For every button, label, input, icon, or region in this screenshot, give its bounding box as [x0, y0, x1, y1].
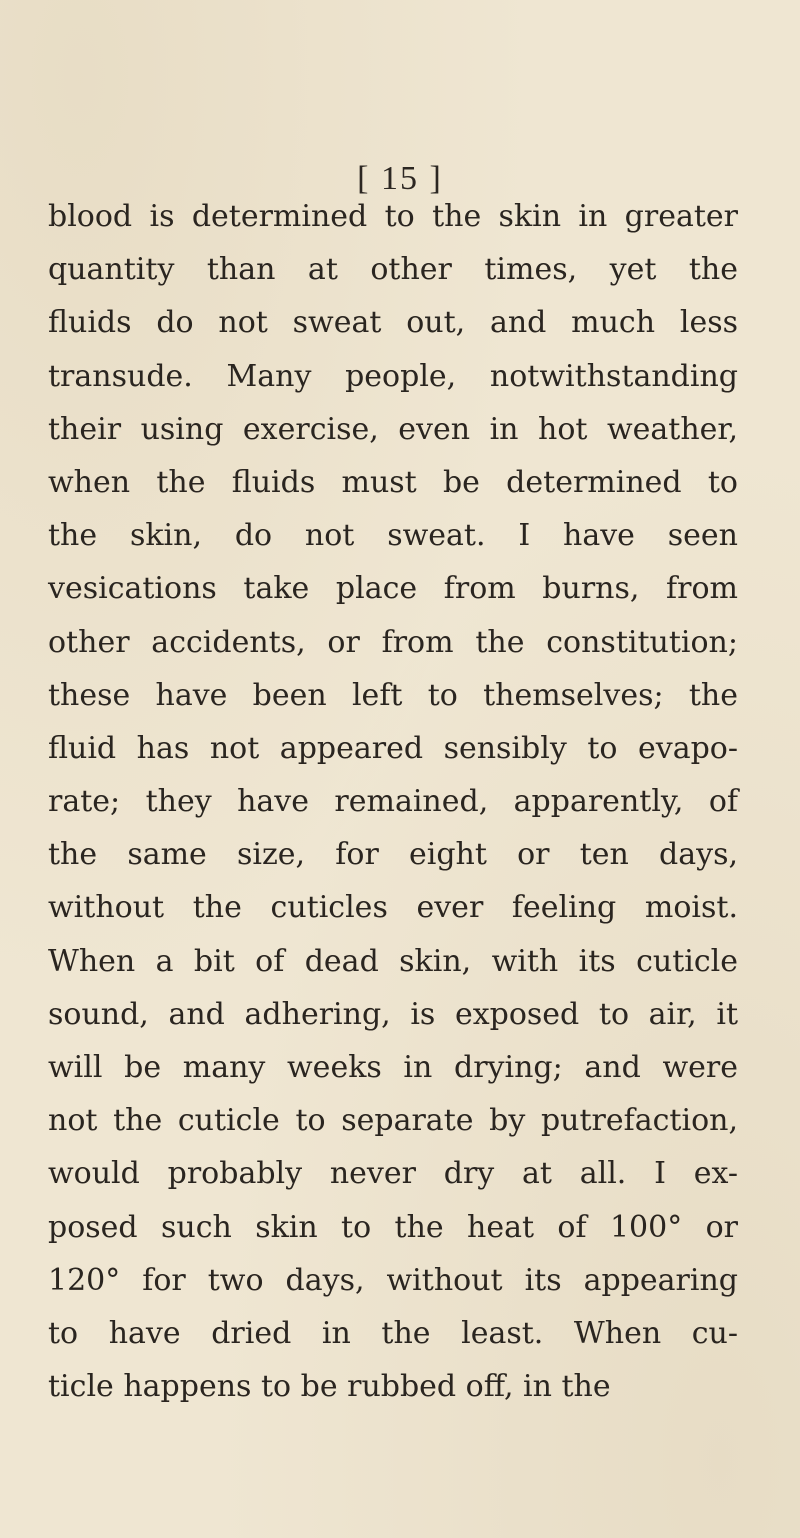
page-number: [ 15 ]: [357, 160, 443, 197]
text-line: the skin, do not sweat. I have seen: [48, 518, 738, 554]
text-line: When a bit of dead skin, with its cuticle: [48, 943, 738, 979]
text-line: transude. Many people, notwithstanding: [48, 358, 738, 394]
text-line: without the cuticles ever feeling moist.: [48, 890, 738, 926]
text-line: to have dried in the least. When cu-: [48, 1315, 738, 1351]
text-line: sound, and adhering, is exposed to air, it: [48, 996, 738, 1032]
text-line: vesications take place from burns, from: [48, 571, 738, 607]
text-line: not the cuticle to separate by putrefaction,: [48, 1103, 738, 1139]
text-line: will be many weeks in drying; and were: [48, 1050, 738, 1085]
text-line: these have been left to themselves; the: [48, 677, 738, 713]
text-line: fluids do not sweat out, and much less: [48, 305, 738, 341]
text-line: ticle happens to be rubbed off, in the: [48, 1369, 611, 1405]
text-line: when the fluids must be determined to: [48, 464, 738, 500]
text-line: posed such skin to the heat of 100° or: [48, 1209, 738, 1245]
text-line: other accidents, or from the constitution;: [48, 624, 738, 660]
text-line: 120° for two days, without its appearing: [48, 1262, 738, 1298]
text-line: the same size, for eight or ten days,: [48, 837, 738, 873]
text-line: quantity than at other times, yet the: [48, 252, 738, 288]
text-line: blood is determined to the skin in greater: [48, 199, 738, 234]
body-text: [48, 190, 738, 1413]
text-line: fluid has not appeared sensibly to evapo-: [48, 730, 738, 766]
text-line: their using exercise, even in hot weather,: [48, 411, 738, 447]
text-line: rate; they have remained, apparently, of: [48, 784, 738, 820]
text-line: would probably never dry at all. I ex-: [48, 1156, 738, 1192]
